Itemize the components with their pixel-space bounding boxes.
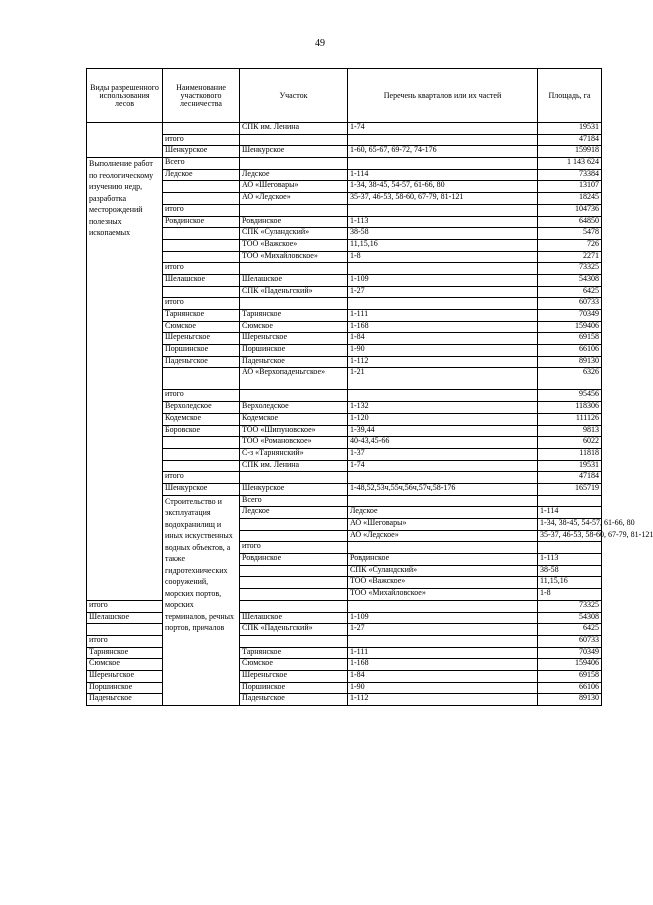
blocks-cell: 1-39,44 (348, 425, 538, 437)
header-forestry: Наименование участкового лесничества (163, 69, 240, 123)
section-cell: СПК им. Ленина (240, 123, 348, 135)
table-row (87, 425, 602, 437)
section-cell: Ровдинское (240, 216, 348, 228)
forestry-cell (240, 577, 348, 589)
section-cell: Кодемское (240, 413, 348, 425)
area-cell: 73325 (538, 263, 602, 275)
section-cell (348, 495, 538, 507)
section-cell: ТОО «Михайловское» (240, 251, 348, 263)
area-cell: 47184 (538, 472, 602, 484)
forestry-cell: итого (163, 390, 240, 402)
blocks-cell: 1-111 (348, 647, 538, 659)
table-row (87, 310, 602, 322)
forestry-cell: Верхоледское (163, 402, 240, 414)
section-cell: Шелашское (240, 274, 348, 286)
table-row (87, 286, 602, 298)
section-cell: ТОО «Важское» (240, 239, 348, 251)
forestry-cell: Всего (163, 158, 240, 170)
forestry-cell: Поршинское (163, 345, 240, 357)
blocks-cell: 1-84 (348, 670, 538, 682)
section-cell: Шенкурское (240, 483, 348, 495)
forestry-cell: Шенкурское (163, 483, 240, 495)
section-cell: СПК им. Ленина (240, 460, 348, 472)
table-row (87, 472, 602, 484)
area-cell: 70349 (538, 310, 602, 322)
blocks-cell: 1-74 (348, 123, 538, 135)
blocks-cell: 1-113 (538, 554, 602, 566)
forestry-cell (163, 460, 240, 472)
table-row (87, 413, 602, 425)
blocks-cell (348, 134, 538, 146)
table-row (87, 495, 602, 507)
table-row (87, 402, 602, 414)
blocks-cell: 1-8 (538, 589, 602, 601)
forestry-cell: Ледское (163, 169, 240, 181)
area-cell: 9813 (538, 425, 602, 437)
table-row (87, 356, 602, 368)
table-row (87, 460, 602, 472)
use-type-cell: Выполнение работ по геологическому изучению недр, разработка месторождений полезных ископаемых (87, 158, 163, 601)
blocks-cell: 35-37, 46-53, 58-60, 67-79, 81-121 (348, 193, 538, 205)
area-cell: 159918 (538, 146, 602, 158)
forestry-cell: итого (163, 263, 240, 275)
blocks-cell: 1-113 (348, 216, 538, 228)
use-type-cell: Строительство и эксплуатация водохранилищ и иных искуственных водных объектов, а также гидротехнических сооружений, морских портов, морских терминалов, речных портов, причалов (163, 495, 240, 705)
section-cell: АО «Ледское» (240, 193, 348, 205)
section-cell: АО «Шеговары» (348, 519, 538, 531)
forestry-cell (240, 519, 348, 531)
forestry-cell (163, 437, 240, 449)
section-cell: Тарнянское (240, 647, 348, 659)
forestry-cell: итого (163, 204, 240, 216)
area-cell: 73384 (538, 169, 602, 181)
forestry-cell: Тарнянское (87, 647, 163, 659)
header-section: Участок (240, 69, 348, 123)
table-header-row (87, 69, 602, 123)
section-cell: СПК «Паденьгский» (240, 624, 348, 636)
area-cell: 165719 (538, 483, 602, 495)
section-cell: Поршинское (240, 345, 348, 357)
section-cell: АО «Ледское» (348, 530, 538, 542)
blocks-cell: 1-109 (348, 274, 538, 286)
section-cell: АО «Шеговары» (240, 181, 348, 193)
section-cell: ТОО «Романовское» (240, 437, 348, 449)
forestry-cell: итого (163, 134, 240, 146)
forestry-cell: Сюмское (163, 321, 240, 333)
forestry-cell: Тарнянское (163, 310, 240, 322)
blocks-cell: 1-168 (348, 321, 538, 333)
area-cell: 69158 (538, 670, 602, 682)
table-row (87, 216, 602, 228)
blocks-cell: 1-114 (348, 169, 538, 181)
section-cell: Шереньгское (240, 670, 348, 682)
section-cell: Паденьгское (240, 694, 348, 706)
area-cell: 69158 (538, 333, 602, 345)
forestry-cell: Ровдинское (163, 216, 240, 228)
blocks-cell (348, 635, 538, 647)
forest-use-table (86, 68, 653, 706)
blocks-cell: 1-34, 38-45, 54-57, 61-66, 80 (538, 519, 602, 531)
area-cell: 60733 (538, 298, 602, 310)
forestry-cell (87, 624, 163, 636)
table-row (87, 204, 602, 216)
table-body (87, 122, 653, 706)
section-cell: Шелашское (240, 612, 348, 624)
table-row (87, 228, 602, 240)
blocks-cell: 38-58 (348, 228, 538, 240)
table-row (87, 181, 602, 193)
forestry-cell: Всего (240, 495, 348, 507)
section-cell (240, 158, 348, 170)
table-row (87, 448, 602, 460)
section-cell: Сюмское (240, 321, 348, 333)
area-cell: 73325 (538, 600, 602, 612)
table-row (87, 146, 602, 158)
blocks-cell: 1-34, 38-45, 54-57, 61-66, 80 (348, 181, 538, 193)
table-row (87, 158, 602, 170)
forestry-cell (163, 368, 240, 390)
area-cell: 18245 (538, 193, 602, 205)
section-cell: Шенкурское (240, 146, 348, 158)
section-cell: Ровдинское (348, 554, 538, 566)
blocks-cell: 1-112 (348, 356, 538, 368)
header-use-type: Виды разрешенного использования лесов (87, 69, 163, 123)
area-cell: 159406 (538, 321, 602, 333)
blocks-cell: 1-21 (348, 368, 538, 390)
forestry-cell: Шелашское (163, 274, 240, 286)
section-cell: СПК «Паденьгский» (240, 286, 348, 298)
blocks-cell: 35-37, 46-53, 58-60, 67-79, 81-121 (538, 530, 602, 542)
section-cell (240, 635, 348, 647)
forestry-cell: итого (87, 600, 163, 612)
header-blocks: Перечень кварталов или их частей (348, 69, 538, 123)
blocks-cell: 1-48,52,53ч,55ч,56ч,57ч,58-176 (348, 483, 538, 495)
blocks-cell: 40-43,45-66 (348, 437, 538, 449)
area-cell: 47184 (538, 134, 602, 146)
table-row (87, 390, 602, 402)
table-row (87, 274, 602, 286)
blocks-cell: 1-168 (348, 659, 538, 671)
forestry-cell (240, 565, 348, 577)
blocks-cell: 1-37 (348, 448, 538, 460)
forestry-cell (240, 589, 348, 601)
section-cell: СПК «Суландский» (348, 565, 538, 577)
blocks-cell: 1-132 (348, 402, 538, 414)
use-type-cell (87, 123, 163, 158)
table-row (87, 437, 602, 449)
blocks-cell: 1-8 (348, 251, 538, 263)
blocks-cell (348, 390, 538, 402)
area-cell: 60733 (538, 635, 602, 647)
forestry-cell: Шенкурское (163, 146, 240, 158)
section-cell (240, 298, 348, 310)
table-row (87, 263, 602, 275)
area-cell: 726 (538, 239, 602, 251)
forestry-cell: Боровское (163, 425, 240, 437)
section-cell (240, 600, 348, 612)
section-cell: АО «Верхопаденьгское» (240, 368, 348, 390)
table-row (87, 193, 602, 205)
section-cell: Поршинское (240, 682, 348, 694)
table-row (87, 298, 602, 310)
blocks-cell (348, 204, 538, 216)
forestry-cell: Кодемское (163, 413, 240, 425)
table-row (87, 123, 602, 135)
blocks-cell: 1-60, 65-67, 69-72, 74-176 (348, 146, 538, 158)
forestry-cell: Ровдинское (240, 554, 348, 566)
area-cell: 6326 (538, 368, 602, 390)
area-cell: 111126 (538, 413, 602, 425)
forestry-cell (163, 193, 240, 205)
blocks-cell (538, 495, 602, 507)
blocks-cell: 1-109 (348, 612, 538, 624)
forestry-cell (163, 286, 240, 298)
table-row (87, 483, 602, 495)
section-cell: Паденьгское (240, 356, 348, 368)
blocks-cell: 1-120 (348, 413, 538, 425)
area-cell: 95456 (538, 390, 602, 402)
blocks-cell: 1-27 (348, 286, 538, 298)
section-cell: ТОО «Важское» (348, 577, 538, 589)
area-cell: 19531 (538, 123, 602, 135)
area-cell: 5478 (538, 228, 602, 240)
forestry-cell: итого (163, 298, 240, 310)
area-cell: 2271 (538, 251, 602, 263)
blocks-cell: 1-112 (348, 694, 538, 706)
forestry-cell: итого (163, 472, 240, 484)
page-number: 49 (315, 38, 325, 49)
area-cell: 66106 (538, 345, 602, 357)
section-cell: Верхоледское (240, 402, 348, 414)
blocks-cell: 11,15,16 (348, 239, 538, 251)
table-row (87, 368, 602, 390)
section-cell (240, 390, 348, 402)
header-area: Площадь, га (538, 69, 602, 123)
area-cell: 64850 (538, 216, 602, 228)
section-cell (348, 542, 538, 554)
section-cell (240, 263, 348, 275)
blocks-cell: 1-114 (538, 507, 602, 519)
forestry-cell (163, 448, 240, 460)
table-row (87, 333, 602, 345)
area-cell: 11818 (538, 448, 602, 460)
blocks-cell: 1-27 (348, 624, 538, 636)
table-row (87, 345, 602, 357)
area-cell: 6022 (538, 437, 602, 449)
table-row (87, 239, 602, 251)
forestry-cell (240, 530, 348, 542)
table-row (87, 169, 602, 181)
blocks-cell (348, 298, 538, 310)
blocks-cell: 11,15,16 (538, 577, 602, 589)
forestry-cell (163, 251, 240, 263)
area-cell: 1 143 624 (538, 158, 602, 170)
section-cell: Ледское (348, 507, 538, 519)
area-cell: 19531 (538, 460, 602, 472)
area-cell: 54308 (538, 274, 602, 286)
section-cell (240, 472, 348, 484)
area-cell: 159406 (538, 659, 602, 671)
forestry-cell: Сюмское (87, 659, 163, 671)
forestry-cell: Шереньгское (87, 670, 163, 682)
forestry-cell (163, 239, 240, 251)
section-cell: Тарнянское (240, 310, 348, 322)
section-cell (240, 204, 348, 216)
section-cell: ТОО «Шипуновское» (240, 425, 348, 437)
blocks-cell (348, 600, 538, 612)
area-cell: 54308 (538, 612, 602, 624)
area-cell: 66106 (538, 682, 602, 694)
forestry-cell: итого (240, 542, 348, 554)
section-cell: Ледское (240, 169, 348, 181)
area-cell: 6425 (538, 286, 602, 298)
blocks-cell (538, 542, 602, 554)
section-cell: СПК «Суландский» (240, 228, 348, 240)
blocks-cell (348, 263, 538, 275)
area-cell: 89130 (538, 356, 602, 368)
area-cell: 104736 (538, 204, 602, 216)
blocks-cell: 1-84 (348, 333, 538, 345)
section-cell: Шереньгское (240, 333, 348, 345)
area-cell: 13107 (538, 181, 602, 193)
forestry-cell (163, 181, 240, 193)
section-cell: С-з «Тарнянский» (240, 448, 348, 460)
forestry-cell: Ледское (240, 507, 348, 519)
table-row (87, 321, 602, 333)
forestry-cell (163, 123, 240, 135)
section-cell: Сюмское (240, 659, 348, 671)
area-cell: 89130 (538, 694, 602, 706)
table-row (87, 251, 602, 263)
blocks-cell (348, 158, 538, 170)
section-cell (240, 134, 348, 146)
forestry-cell (163, 228, 240, 240)
forestry-cell: итого (87, 635, 163, 647)
blocks-cell: 38-58 (538, 565, 602, 577)
blocks-cell: 1-90 (348, 345, 538, 357)
forestry-cell: Шереньгское (163, 333, 240, 345)
blocks-cell (348, 472, 538, 484)
table-row (87, 134, 602, 146)
forestry-cell: Паденьгское (163, 356, 240, 368)
blocks-cell: 1-111 (348, 310, 538, 322)
area-cell: 6425 (538, 624, 602, 636)
forestry-cell: Паденьгское (87, 694, 163, 706)
section-cell: ТОО «Михайловское» (348, 589, 538, 601)
forestry-cell: Поршинское (87, 682, 163, 694)
area-cell: 70349 (538, 647, 602, 659)
blocks-cell: 1-74 (348, 460, 538, 472)
forestry-cell: Шелашское (87, 612, 163, 624)
blocks-cell: 1-90 (348, 682, 538, 694)
area-cell: 118306 (538, 402, 602, 414)
